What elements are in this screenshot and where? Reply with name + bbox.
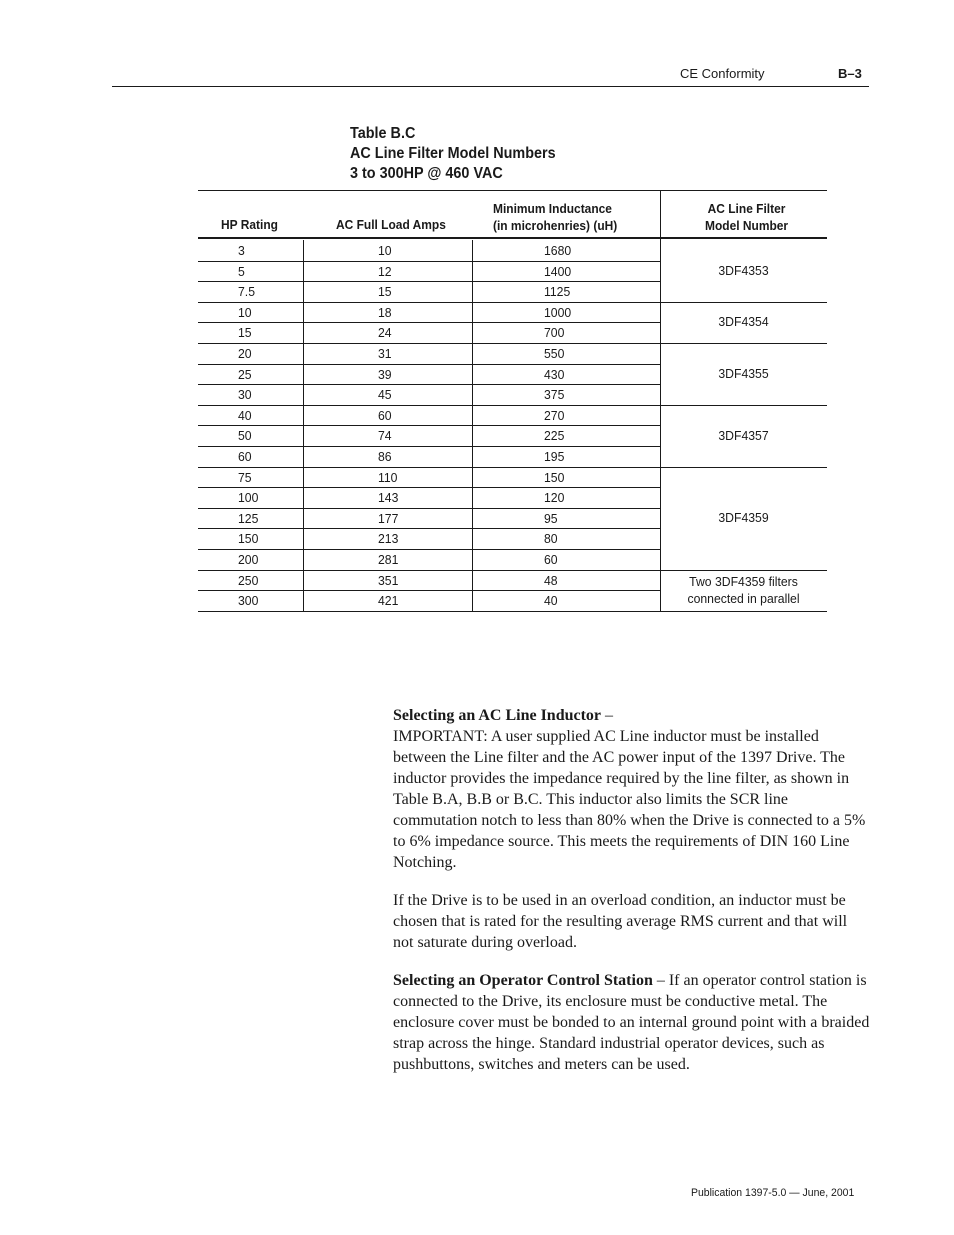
- row-rule: [198, 302, 660, 303]
- table-cell: 12: [378, 263, 392, 279]
- table-cell: 75: [238, 469, 252, 485]
- header-min-inductance: [493, 200, 617, 234]
- table-caption-line: AC Line Filter Model Numbers: [350, 145, 556, 162]
- row-rule: [198, 549, 660, 550]
- table-cell: 74: [378, 428, 392, 444]
- filter-model-table: [198, 190, 827, 620]
- table-cell: 213: [378, 531, 399, 547]
- header-min-inductance-line: (in microhenries) (uH): [493, 218, 618, 233]
- table-cell: 10: [238, 304, 252, 320]
- table-cell: 430: [544, 366, 565, 382]
- inductor-heading: Selecting an AC Line Inductor: [393, 707, 602, 724]
- table-cell: 125: [238, 510, 259, 526]
- table-cell: 48: [544, 572, 558, 588]
- filter-model-cell: [665, 313, 822, 330]
- operator-station-heading: Selecting an Operator Control Station: [393, 972, 653, 989]
- table-cell: 421: [378, 593, 399, 609]
- body-text: [393, 705, 871, 1075]
- table-caption-line: 3 to 300HP @ 460 VAC: [350, 165, 503, 182]
- model-group-rule: [660, 611, 827, 612]
- table-cell: 60: [544, 552, 558, 567]
- header-hp-rating: HP Rating: [221, 217, 278, 232]
- table-cell: 15: [378, 284, 392, 300]
- row-rule: [198, 528, 660, 529]
- filter-model-label: 3DF4359: [718, 510, 769, 526]
- row-rule: [198, 467, 660, 468]
- row-rule: [198, 570, 660, 571]
- row-rule: [198, 508, 660, 509]
- operator-station-paragraph: [393, 970, 871, 1075]
- table-cell: 143: [378, 490, 399, 506]
- table-cell: 25: [238, 366, 252, 382]
- table-cell: 351: [378, 572, 399, 588]
- table-cell: 20: [238, 346, 252, 361]
- table-cell: 7.5: [238, 284, 255, 300]
- model-group-rule: [660, 343, 827, 344]
- filter-model-cell: [665, 427, 822, 444]
- table-cell: 95: [544, 510, 558, 526]
- inductor-paragraph: [393, 705, 871, 873]
- table-cell: 177: [378, 510, 399, 526]
- header-filter-model-line: Model Number: [705, 218, 789, 233]
- table-top-rule: [198, 190, 827, 191]
- header-rule: [112, 86, 869, 87]
- model-group-rule: [660, 405, 827, 406]
- table-cell: 31: [378, 346, 392, 361]
- table-cell: 270: [544, 407, 565, 423]
- header-full-load-amps: AC Full Load Amps: [336, 217, 446, 232]
- table-cell: 40: [544, 593, 558, 609]
- table-cell: 86: [378, 449, 392, 464]
- header-bottom-rule: [198, 237, 827, 239]
- row-rule: [198, 261, 660, 262]
- publication-footer: Publication 1397-5.0 — June, 2001: [691, 1187, 855, 1199]
- row-rule: [198, 384, 660, 385]
- operator-station-text: – If an operator control station is connected to the Drive, its enclosure must be conductive metal. The enclosure cover must be bonded to an internal ground point with a braided strap across the hinge. Standard industrial operator devices, such as pushbuttons, switches and meters can be used.: [393, 972, 870, 1073]
- header-min-inductance-line: Minimum Inductance: [493, 201, 612, 216]
- table-cell: 60: [378, 407, 392, 423]
- row-rule: [198, 281, 660, 282]
- table-cell: 3: [238, 243, 245, 258]
- table-cell: 550: [544, 346, 565, 361]
- table-cell: 1680: [544, 243, 572, 258]
- table-cell: 195: [544, 449, 565, 464]
- inductor-text: IMPORTANT: A user supplied AC Line inductor must be installed between the Line filter and the AC power input of the 1397 Drive. The inductor provides the impedance required by the line filter, as shown in Table B.A, B.B or B.C. This inductor also limits the SCR line commutation notch to less than 80% when the Drive is connected to a 5% to 6% impedance source. This meets the requirements of DIN 160 Line Notching.: [393, 728, 866, 871]
- table-cell: 10: [378, 243, 392, 258]
- row-rule: [198, 405, 660, 406]
- inductor-dash: –: [601, 707, 614, 724]
- table-caption: [350, 124, 556, 184]
- filter-model-cell: [665, 573, 822, 607]
- table-cell: 60: [238, 449, 252, 464]
- row-rule: [198, 364, 660, 365]
- row-rule: [198, 343, 660, 344]
- filter-model-label: 3DF4355: [718, 365, 769, 381]
- table-cell: 225: [544, 428, 565, 444]
- table-cell: 45: [378, 387, 392, 403]
- filter-model-cell: [665, 262, 822, 279]
- table-cell: 5: [238, 263, 245, 279]
- overload-paragraph: If the Drive is to be used in an overload condition, an inductor must be chosen that is rated for the resulting average RMS current and that will not saturate during overload.: [393, 892, 848, 951]
- model-group-rule: [660, 570, 827, 571]
- filter-model-cell: [665, 365, 822, 382]
- table-cell: 1400: [544, 263, 572, 279]
- table-cell: 18: [378, 304, 392, 320]
- table-cell: 150: [544, 469, 565, 485]
- table-cell: 15: [238, 325, 252, 341]
- table-cell: 700: [544, 325, 565, 341]
- header-filter-model: [705, 200, 788, 234]
- table-cell: 281: [378, 552, 399, 567]
- filter-model-label: connected in parallel: [687, 591, 800, 607]
- row-rule: [198, 425, 660, 426]
- table-cell: 150: [238, 531, 259, 547]
- page-number: B–3: [838, 66, 862, 81]
- section-title: CE Conformity: [680, 66, 765, 81]
- row-rule: [198, 590, 660, 591]
- row-rule: [198, 446, 660, 447]
- table-caption-line: Table B.C: [350, 125, 416, 142]
- row-rule: [198, 322, 660, 323]
- table-cell: 50: [238, 428, 252, 444]
- table-cell: 200: [238, 552, 259, 567]
- table-cell: 1125: [544, 284, 571, 300]
- table-cell: 110: [378, 469, 398, 485]
- filter-model-label: Two 3DF4359 filters: [689, 574, 798, 590]
- table-cell: 300: [238, 593, 259, 609]
- model-group-rule: [660, 302, 827, 303]
- table-cell: 250: [238, 572, 259, 588]
- filter-model-label: 3DF4357: [718, 427, 769, 443]
- filter-model-label: 3DF4354: [718, 314, 769, 330]
- table-cell: 120: [544, 490, 565, 506]
- model-group-rule: [660, 467, 827, 468]
- table-cell: 24: [378, 325, 392, 341]
- table-cell: 39: [378, 366, 392, 382]
- row-rule: [198, 487, 660, 488]
- filter-model-label: 3DF4353: [718, 262, 769, 278]
- column-divider: [660, 190, 661, 611]
- table-cell: 40: [238, 407, 252, 423]
- row-rule: [198, 611, 660, 612]
- header-filter-model-line: AC Line Filter: [707, 201, 786, 216]
- table-cell: 80: [544, 531, 558, 547]
- table-cell: 1000: [544, 304, 572, 320]
- table-cell: 100: [238, 490, 259, 506]
- table-cell: 375: [544, 387, 565, 403]
- filter-model-cell: [665, 509, 822, 526]
- table-cell: 30: [238, 387, 252, 403]
